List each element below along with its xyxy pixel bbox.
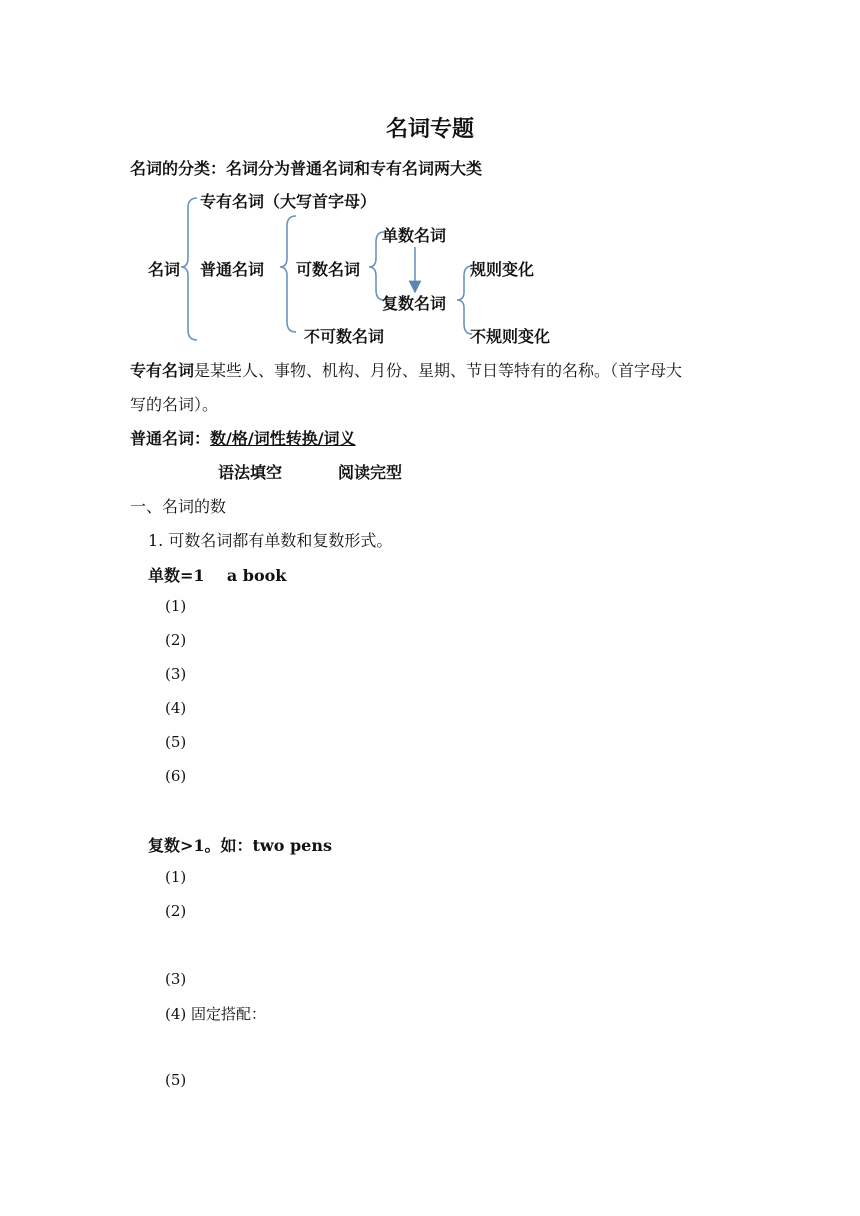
- exam-type-cloze: 阅读完型: [338, 463, 403, 482]
- singular-item: (6): [165, 767, 187, 785]
- proper-def-text: 是某些人、事物、机构、月份、星期、节日等特有的名称。（首字母大: [194, 361, 683, 380]
- brace-noun: [181, 198, 197, 340]
- proper-definition-line2: 写的名词）。: [130, 395, 219, 414]
- singular-item: (5): [165, 733, 187, 751]
- singular-item: (2): [165, 631, 187, 649]
- plural-item-fixed: [165, 1003, 266, 1024]
- plural-item-number: (4): [165, 1005, 187, 1023]
- diagram-singular: 单数名词: [382, 226, 447, 245]
- diagram-regular: 规则变化: [470, 260, 535, 279]
- singular-example: a book: [226, 566, 287, 585]
- singular-line: [148, 563, 286, 586]
- plural-item: (2): [165, 902, 187, 920]
- singular-label: 单数=1: [148, 566, 205, 585]
- common-topics: 数/格/词性转换/词义: [210, 429, 356, 448]
- proper-definition-line1: [130, 358, 682, 381]
- plural-line: 复数>1。如：two pens: [148, 836, 332, 855]
- diagram-uncountable: 不可数名词: [304, 327, 385, 346]
- exam-type-grammar: 语法填空: [218, 463, 283, 482]
- diagram-irregular: 不规则变化: [470, 327, 551, 346]
- singular-item: (4): [165, 699, 187, 717]
- singular-item: (3): [165, 665, 187, 683]
- diagram-common: 普通名词: [200, 260, 265, 279]
- diagram-proper: 专有名词（大写首字母）: [200, 192, 377, 211]
- diagram-root: 名词: [148, 260, 181, 279]
- fixed-collocation-label: 固定搭配：: [191, 1005, 267, 1023]
- proper-term: 专有名词: [130, 361, 195, 380]
- section-heading: 一、名词的数: [130, 497, 227, 516]
- brace-common: [280, 216, 296, 332]
- plural-item: (3): [165, 970, 187, 988]
- classification-text: 名词分为普通名词和专有名词两大类: [226, 159, 483, 178]
- common-nouns-line: [130, 426, 356, 449]
- countable-item: 1. 可数名词都有单数和复数形式。: [148, 531, 393, 550]
- diagram-countable: 可数名词: [296, 260, 361, 279]
- plural-item: (1): [165, 868, 187, 886]
- common-label: 普通名词：: [130, 429, 211, 448]
- diagram-plural: 复数名词: [382, 294, 447, 313]
- singular-item: (1): [165, 597, 187, 615]
- page-title: 名词专题: [385, 116, 474, 142]
- classification-label: 名词的分类：: [130, 159, 227, 178]
- plural-item: (5): [165, 1071, 187, 1089]
